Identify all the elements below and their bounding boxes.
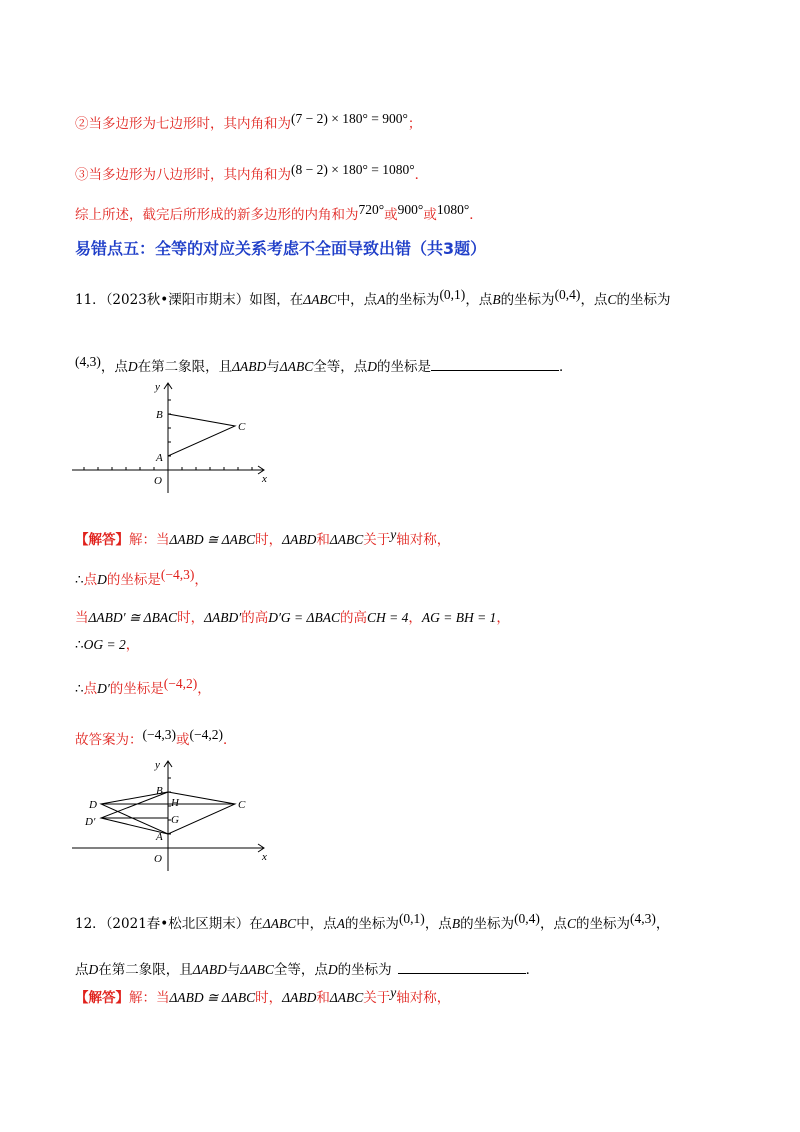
solution-summary-line: 综上所述，截完后所形成的新多边形的内角和为720°或900°或1080°． <box>75 202 483 223</box>
label-o: O <box>154 853 162 865</box>
solution-line-heptagon: ②当多边形为七边形时，其内角和为(7 − 2) × 180° = 900°； <box>75 111 422 132</box>
label-h: H <box>171 797 179 809</box>
label-a: A <box>156 831 163 843</box>
label-a: A <box>156 452 163 464</box>
label-d-prime: D′ <box>85 816 96 828</box>
label-c: C <box>238 421 246 433</box>
label-x: x <box>262 851 267 863</box>
question-11-line-1: 11．（2023秋•溧阳市期末）如图，在ΔABC中，点A的坐标为(0,1)，点B的坐标为(0,4)，点C的坐标为 <box>75 287 671 308</box>
triangle-abc <box>168 414 235 456</box>
figure-congruent-triangles <box>72 756 272 871</box>
solution-line-octagon: ③当多边形为八边形时，其内角和为(8 − 2) × 180° = 1080°． <box>75 162 429 183</box>
label-g: G <box>171 814 179 826</box>
math-expr: (7 − 2) × 180° = 900° <box>291 111 408 126</box>
question-11-line-2: (4,3)，点D在第二象限，且ΔABD与ΔABC全等，点D的坐标是 ． <box>75 354 573 375</box>
answer-12-line-1: 【解答】解：当ΔABD ≅ ΔABC时，ΔABD和ΔABC关于y轴对称， <box>75 985 451 1006</box>
answer-11-line-4: ∴OG = 2， <box>75 637 140 653</box>
answer-blank[interactable] <box>398 961 526 974</box>
label-o: O <box>154 475 162 487</box>
label-y: y <box>155 759 160 771</box>
answer-11-line-1: 【解答】解：当ΔABD ≅ ΔABC时，ΔABD和ΔABC关于y轴对称， <box>75 527 451 548</box>
question-12-line-2: 点D在第二象限，且ΔABD与ΔABC全等，点D的坐标为 ． <box>75 962 540 978</box>
section-heading: 易错点五：全等的对应关系考虑不全面导致出错（共3题） <box>75 239 487 258</box>
question-12-line-1: 12．（2021春•松北区期末）在ΔABC中，点A的坐标为(0,1)，点B的坐标为(0,4)，点C的坐标为(4,3)， <box>75 911 670 932</box>
figure-triangle-abc <box>72 378 272 493</box>
answer-11-line-2: ∴点D的坐标是(−4,3)， <box>75 567 208 588</box>
answer-11-line-3: 当ΔABD′ ≅ ΔBAC时，ΔABD′的高D′G = ΔBAC的高CH = 4，AG = BH = 1， <box>75 610 510 626</box>
label-b: B <box>156 409 163 421</box>
label-x: x <box>262 473 267 485</box>
label-y: y <box>155 381 160 393</box>
label-d: D <box>89 799 97 811</box>
label-b: B <box>156 785 163 797</box>
answer-blank[interactable] <box>431 358 559 371</box>
answer-11-line-6: 故答案为：(−4,3)或(−4,2)． <box>75 727 237 748</box>
label-c: C <box>238 799 246 811</box>
triangle-abd <box>101 792 168 834</box>
answer-11-line-5: ∴点D′的坐标是(−4,2)， <box>75 676 211 697</box>
math-expr: (8 − 2) × 180° = 1080° <box>291 162 415 177</box>
